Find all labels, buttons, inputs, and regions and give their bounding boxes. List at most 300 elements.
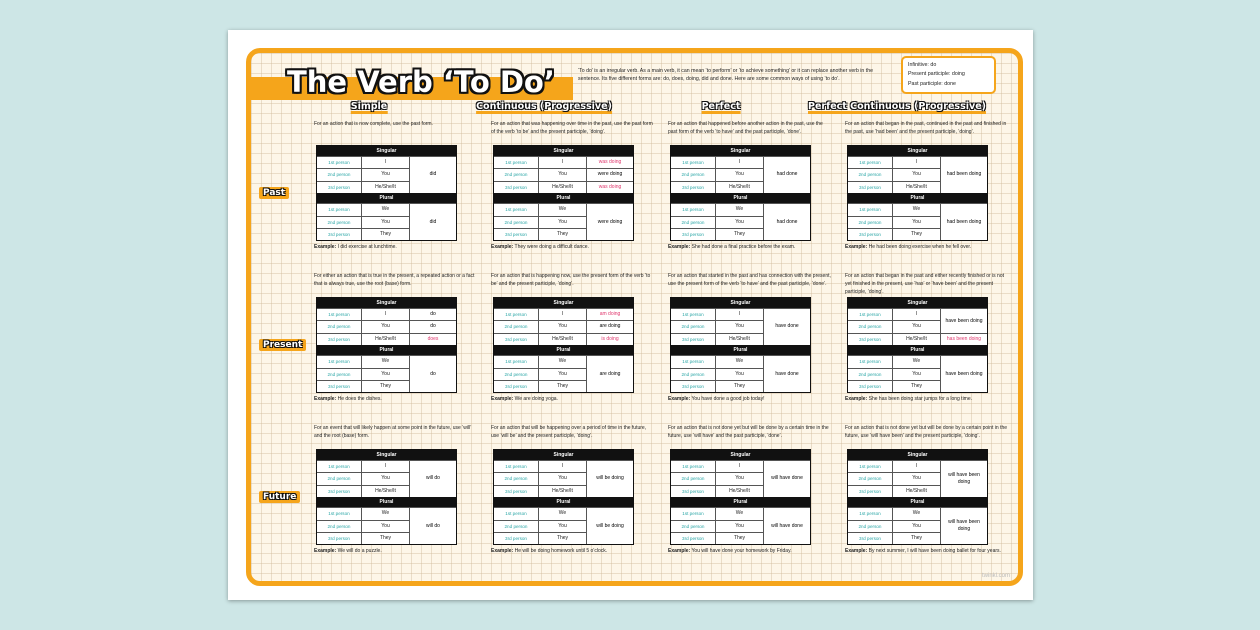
- pronoun: You: [912, 522, 921, 529]
- person-row: [494, 368, 586, 380]
- conjugation-group: [494, 355, 633, 392]
- verb-form: had done: [763, 156, 810, 193]
- pronoun: I: [561, 311, 564, 317]
- verb-form: are doing: [587, 320, 633, 332]
- person-label: 2nd person: [671, 521, 716, 532]
- pronoun: He/She/It: [552, 183, 573, 190]
- person-row: [671, 532, 763, 544]
- pronoun: I: [738, 159, 741, 165]
- person-label: 2nd person: [848, 473, 893, 484]
- person-rows: [317, 507, 409, 544]
- person-row: [848, 203, 940, 215]
- person-label: 2nd person: [317, 521, 362, 532]
- pronoun: I: [915, 463, 918, 469]
- pronoun: He/She/It: [906, 183, 927, 190]
- person-row: [671, 181, 763, 193]
- person-label: 1st person: [494, 461, 539, 472]
- person-row: [494, 181, 586, 193]
- conjugation-group: [317, 507, 456, 544]
- poster-frame: [246, 48, 1023, 586]
- present-participle-form: Present participle: doing: [908, 71, 965, 78]
- example-label: Example:: [845, 548, 868, 555]
- conjugation-group: [848, 308, 987, 345]
- conjugation-group: [671, 355, 810, 392]
- past-participle-form: Past participle: done: [908, 80, 956, 87]
- person-row: [494, 460, 586, 472]
- pronoun: We: [381, 510, 390, 517]
- pronoun: You: [912, 370, 921, 377]
- example-text: We will do a puzzle.: [337, 548, 382, 555]
- example-label: Example:: [314, 396, 337, 403]
- verb-form: have done: [763, 308, 810, 345]
- person-label: 1st person: [317, 461, 362, 472]
- conjugation-group: [317, 203, 456, 240]
- conjugation-table: [670, 297, 811, 393]
- intro-text: ‘To do’ is an irregular verb. As a main verb, it can mean ‘to perform’ or ‘to achieve something’ or it can replace another verb in the sentence. Its five different forms are: do, does, doing, did and done. Here are some common ways of using ‘to do’.: [578, 68, 873, 83]
- column-heading-simple: Simple: [350, 101, 388, 112]
- person-rows: [317, 460, 409, 497]
- example-text: I did exercise at lunchtime.: [337, 244, 397, 251]
- tense-cell: [491, 121, 655, 250]
- person-label: 1st person: [494, 204, 539, 215]
- person-label: 2nd person: [317, 169, 362, 180]
- tense-cell: [314, 273, 478, 402]
- person-row: [848, 472, 940, 484]
- pronoun: He/She/It: [729, 487, 750, 494]
- pronoun: I: [738, 463, 741, 469]
- plural-label: Plural: [671, 193, 810, 203]
- person-label: 3rd person: [317, 182, 362, 193]
- person-row: [494, 507, 586, 519]
- pronoun: You: [912, 323, 921, 330]
- conjugation-table: [316, 297, 457, 393]
- person-label: 3rd person: [848, 182, 893, 193]
- conjugation-table: [847, 449, 988, 545]
- person-rows: [848, 507, 940, 544]
- person-row: [317, 181, 409, 193]
- person-row: [494, 355, 586, 367]
- person-row: [848, 333, 940, 345]
- person-label: 2nd person: [317, 321, 362, 332]
- person-rows: [671, 156, 763, 193]
- pronoun: You: [735, 522, 744, 529]
- person-label: 1st person: [671, 508, 716, 519]
- plural-label: Plural: [494, 497, 633, 507]
- verb-form: had been doing: [940, 203, 987, 240]
- column-heading-perfect: Perfect: [701, 101, 741, 112]
- pronoun: We: [735, 510, 744, 517]
- pronoun: He/She/It: [375, 487, 396, 494]
- poster-title: The Verb ‘To Do’: [287, 65, 555, 99]
- person-label: 1st person: [671, 461, 716, 472]
- pronoun: You: [381, 218, 390, 225]
- tense-description: For an action that started in the past and has connection with the present, use the present form of the verb ‘to have’ and the past participle, ‘done’.: [668, 273, 831, 287]
- person-row: [671, 203, 763, 215]
- person-row: [671, 228, 763, 240]
- verb-form: will have done: [763, 460, 810, 497]
- tense-cell: [668, 273, 832, 402]
- pronoun: They: [910, 382, 923, 389]
- verb-form: did: [409, 156, 456, 193]
- tense-cell: [491, 425, 655, 554]
- person-rows: [317, 355, 409, 392]
- person-label: 3rd person: [671, 533, 716, 544]
- singular-label: Singular: [671, 450, 810, 460]
- person-row: [671, 216, 763, 228]
- pronoun: We: [735, 206, 744, 213]
- person-label: 2nd person: [848, 217, 893, 228]
- person-row: [671, 520, 763, 532]
- conjugation-group: [848, 156, 987, 193]
- row-heading-past: Past: [259, 187, 289, 199]
- plural-label: Plural: [671, 497, 810, 507]
- pronoun: You: [558, 323, 567, 330]
- example-sentence: [668, 396, 832, 402]
- person-rows: [671, 203, 763, 240]
- verb-form: was doing: [587, 181, 633, 193]
- singular-label: Singular: [671, 146, 810, 156]
- person-label: 3rd person: [848, 486, 893, 497]
- person-rows: [671, 507, 763, 544]
- person-row: [317, 532, 409, 544]
- person-label: 2nd person: [317, 473, 362, 484]
- pronoun: You: [735, 370, 744, 377]
- person-row: [671, 156, 763, 168]
- plural-label: Plural: [848, 193, 987, 203]
- pronoun: I: [915, 159, 918, 165]
- pronoun: You: [735, 171, 744, 178]
- person-row: [317, 460, 409, 472]
- person-row: [317, 203, 409, 215]
- pronoun: You: [381, 370, 390, 377]
- example-sentence: [314, 396, 478, 402]
- person-label: 2nd person: [671, 321, 716, 332]
- person-label: 2nd person: [494, 369, 539, 380]
- conjugation-table: [493, 145, 634, 241]
- verb-form: is doing: [587, 333, 633, 345]
- pronoun: I: [384, 463, 387, 469]
- person-rows: [494, 203, 586, 240]
- pronoun: You: [558, 475, 567, 482]
- tense-description: For an event that will likely happen at some point in the future, use ‘will’ and the root (base) form.: [314, 425, 472, 439]
- plural-label: Plural: [494, 345, 633, 355]
- person-row: [848, 181, 940, 193]
- verb-form: will do: [409, 460, 456, 497]
- singular-label: Singular: [317, 450, 456, 460]
- verb-forms: [409, 308, 456, 345]
- person-label: 3rd person: [671, 334, 716, 345]
- person-label: 3rd person: [494, 381, 539, 392]
- pronoun: We: [381, 358, 390, 365]
- verb-form: had done: [763, 203, 810, 240]
- verb-form: are doing: [586, 355, 633, 392]
- pronoun: We: [912, 206, 921, 213]
- pronoun: He/She/It: [552, 487, 573, 494]
- pronoun: They: [733, 382, 746, 389]
- conjugation-group: [494, 507, 633, 544]
- person-label: 1st person: [848, 356, 893, 367]
- verb-form: am doing: [587, 308, 633, 320]
- person-row: [671, 355, 763, 367]
- verb-form: do: [410, 320, 456, 332]
- person-label: 2nd person: [494, 321, 539, 332]
- tense-description: For an action that began in the past and either recently finished or is not yet finished in the present, use ‘has’ or ‘have been’ and the present participle, ‘doing’.: [845, 273, 1004, 295]
- person-label: 3rd person: [317, 229, 362, 240]
- tense-description: For an action that was happening over time in the past, use the past form of the verb ‘to be’ and the present participle, ‘doing’.: [491, 121, 653, 135]
- person-rows: [848, 308, 940, 345]
- person-row: [317, 485, 409, 497]
- pronoun: He/She/It: [729, 183, 750, 190]
- person-row: [848, 368, 940, 380]
- pronoun: You: [912, 218, 921, 225]
- pronoun: You: [381, 323, 390, 330]
- example-label: Example:: [491, 244, 514, 251]
- pronoun: You: [381, 475, 390, 482]
- conjugation-table: [493, 297, 634, 393]
- infinitive-form: Infinitive: do: [908, 62, 937, 68]
- person-row: [317, 228, 409, 240]
- person-row: [671, 507, 763, 519]
- singular-label: Singular: [317, 298, 456, 308]
- person-row: [317, 520, 409, 532]
- row-heading-present: Present: [259, 339, 306, 351]
- tense-cell: [491, 273, 655, 402]
- example-text: He will be doing homework until 5 o’clock.: [514, 548, 608, 555]
- person-row: [671, 333, 763, 345]
- person-label: 1st person: [317, 204, 362, 215]
- pronoun: We: [558, 510, 567, 517]
- pronoun: You: [912, 171, 921, 178]
- verb-form: have been doing: [940, 355, 987, 392]
- pronoun: I: [915, 311, 918, 317]
- person-label: 1st person: [317, 356, 362, 367]
- person-label: 2nd person: [317, 217, 362, 228]
- person-label: 1st person: [317, 157, 362, 168]
- person-row: [848, 355, 940, 367]
- tense-description: For an action that is happening now, use the present form of the verb ‘to be’ and the present participle, ‘doing’.: [491, 273, 651, 287]
- person-row: [494, 520, 586, 532]
- person-row: [494, 532, 586, 544]
- person-label: 2nd person: [848, 169, 893, 180]
- person-label: 1st person: [494, 309, 539, 320]
- column-heading-continuous: Continuous (Progressive): [476, 101, 612, 112]
- person-label: 2nd person: [494, 521, 539, 532]
- pronoun: He/She/It: [906, 487, 927, 494]
- person-label: 1st person: [494, 356, 539, 367]
- conjugation-group: [317, 355, 456, 392]
- conjugation-group: [494, 460, 633, 497]
- person-label: 3rd person: [494, 229, 539, 240]
- person-row: [848, 507, 940, 519]
- singular-label: Singular: [494, 298, 633, 308]
- person-label: 1st person: [848, 157, 893, 168]
- example-text: He had been doing exercise when he fell over.: [868, 244, 972, 251]
- person-row: [494, 168, 586, 180]
- example-label: Example:: [668, 244, 691, 251]
- person-row: [848, 216, 940, 228]
- plural-label: Plural: [317, 497, 456, 507]
- person-row: [848, 168, 940, 180]
- person-row: [494, 203, 586, 215]
- plural-label: Plural: [671, 345, 810, 355]
- pronoun: You: [912, 475, 921, 482]
- person-row: [494, 156, 586, 168]
- person-row: [671, 472, 763, 484]
- person-label: 2nd person: [848, 369, 893, 380]
- person-row: [317, 355, 409, 367]
- person-label: 3rd person: [494, 486, 539, 497]
- verb-forms-box: [901, 56, 996, 94]
- person-rows: [494, 460, 586, 497]
- verb-form: will do: [409, 507, 456, 544]
- person-rows: [494, 507, 586, 544]
- conjugation-group: [671, 308, 810, 345]
- example-sentence: [668, 244, 832, 250]
- pronoun: You: [558, 370, 567, 377]
- tense-description: For an action that is not done yet but will be done by a certain time in the future, use ‘will have’ and the past participle, ‘done’.: [668, 425, 829, 439]
- verb-form: did: [409, 203, 456, 240]
- person-label: 1st person: [671, 204, 716, 215]
- pronoun: They: [556, 534, 569, 541]
- tense-cell: [845, 121, 1009, 250]
- person-label: 3rd person: [317, 533, 362, 544]
- tense-cell: [668, 121, 832, 250]
- verb-forms: [586, 156, 633, 193]
- verb-form: have done: [763, 355, 810, 392]
- person-row: [848, 380, 940, 392]
- person-row: [494, 216, 586, 228]
- person-row: [671, 460, 763, 472]
- pronoun: They: [733, 534, 746, 541]
- person-label: 3rd person: [317, 381, 362, 392]
- example-text: We are doing yoga.: [514, 396, 558, 403]
- person-rows: [494, 355, 586, 392]
- pronoun: I: [384, 311, 387, 317]
- person-label: 2nd person: [317, 369, 362, 380]
- example-label: Example:: [668, 396, 691, 403]
- pronoun: We: [912, 510, 921, 517]
- pronoun: You: [558, 522, 567, 529]
- plural-label: Plural: [848, 345, 987, 355]
- example-text: She has been doing star jumps for a long time.: [868, 396, 973, 403]
- row-heading-future: Future: [259, 491, 300, 503]
- person-row: [848, 460, 940, 472]
- person-row: [671, 308, 763, 320]
- person-label: 2nd person: [494, 169, 539, 180]
- person-label: 3rd person: [494, 533, 539, 544]
- verb-form: do: [410, 308, 456, 320]
- pronoun: He/She/It: [552, 335, 573, 342]
- person-row: [317, 216, 409, 228]
- conjugation-group: [848, 203, 987, 240]
- verb-form: do: [409, 355, 456, 392]
- person-label: 3rd person: [671, 381, 716, 392]
- verb-form: will be doing: [586, 507, 633, 544]
- person-label: 3rd person: [494, 182, 539, 193]
- person-row: [671, 168, 763, 180]
- singular-label: Singular: [671, 298, 810, 308]
- conjugation-table: [670, 145, 811, 241]
- tense-description: For either an action that is true in the present, a repeated action or a fact that is always true, use the root (base) form.: [314, 273, 475, 287]
- example-label: Example:: [845, 244, 868, 251]
- conjugation-group: [317, 460, 456, 497]
- tense-cell: [314, 425, 478, 554]
- verb-form: has been doing: [941, 333, 987, 345]
- person-label: 2nd person: [671, 473, 716, 484]
- tense-cell: [668, 425, 832, 554]
- example-text: You have done a good job today!: [691, 396, 765, 403]
- person-label: 3rd person: [848, 533, 893, 544]
- person-rows: [317, 308, 409, 345]
- person-label: 2nd person: [848, 321, 893, 332]
- example-text: They were doing a difficult dance.: [514, 244, 589, 251]
- conjugation-group: [494, 203, 633, 240]
- pronoun: I: [738, 311, 741, 317]
- singular-label: Singular: [317, 146, 456, 156]
- pronoun: They: [910, 230, 923, 237]
- person-rows: [848, 460, 940, 497]
- person-rows: [848, 156, 940, 193]
- person-label: 2nd person: [494, 217, 539, 228]
- example-label: Example:: [314, 244, 337, 251]
- verb-form: have been doing: [941, 308, 987, 333]
- person-row: [671, 380, 763, 392]
- pronoun: They: [379, 534, 392, 541]
- person-rows: [317, 203, 409, 240]
- pronoun: They: [379, 230, 392, 237]
- person-label: 1st person: [848, 204, 893, 215]
- person-row: [494, 320, 586, 332]
- pronoun: They: [556, 382, 569, 389]
- tense-cell: [845, 273, 1009, 402]
- example-text: He does the dishes.: [337, 396, 382, 403]
- person-row: [848, 320, 940, 332]
- example-sentence: [491, 396, 655, 402]
- person-row: [848, 156, 940, 168]
- plural-label: Plural: [848, 497, 987, 507]
- person-row: [317, 368, 409, 380]
- example-sentence: [845, 244, 1009, 250]
- pronoun: They: [556, 230, 569, 237]
- pronoun: He/She/It: [375, 183, 396, 190]
- person-label: 2nd person: [494, 473, 539, 484]
- person-row: [848, 308, 940, 320]
- person-row: [494, 333, 586, 345]
- pronoun: I: [384, 159, 387, 165]
- example-text: By next summer, I will have been doing ballet for four years.: [868, 548, 1001, 555]
- tense-description: For an action that is now complete, use the past form.: [314, 121, 433, 127]
- conjugation-group: [848, 460, 987, 497]
- person-row: [494, 228, 586, 240]
- person-row: [671, 485, 763, 497]
- person-rows: [494, 156, 586, 193]
- person-label: 1st person: [317, 309, 362, 320]
- conjugation-group: [494, 308, 633, 345]
- pronoun: You: [735, 218, 744, 225]
- person-label: 1st person: [671, 356, 716, 367]
- person-label: 1st person: [671, 309, 716, 320]
- column-heading-perfect-continuous: Perfect Continuous (Progressive): [808, 101, 986, 112]
- singular-label: Singular: [848, 450, 987, 460]
- person-row: [671, 320, 763, 332]
- pronoun: We: [735, 358, 744, 365]
- pronoun: We: [381, 206, 390, 213]
- conjugation-table: [316, 449, 457, 545]
- example-label: Example:: [314, 548, 337, 555]
- person-label: 2nd person: [671, 217, 716, 228]
- singular-label: Singular: [848, 298, 987, 308]
- pronoun: You: [558, 218, 567, 225]
